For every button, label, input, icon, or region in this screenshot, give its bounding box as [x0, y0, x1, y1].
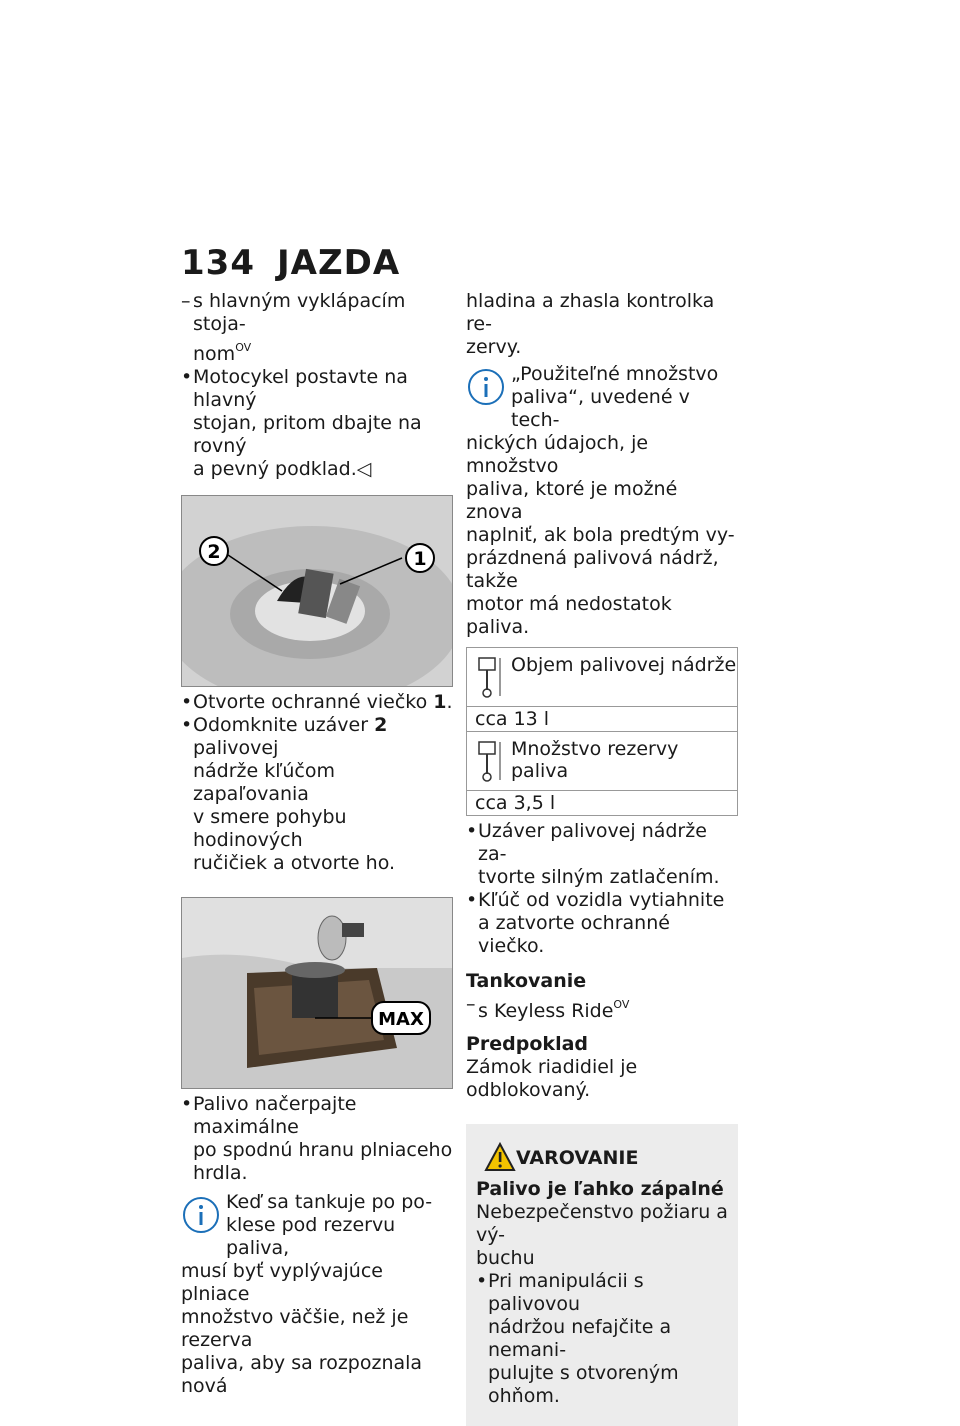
piston-icon	[475, 656, 505, 700]
info-icon	[181, 1195, 221, 1235]
spec-value: cca 3,5 l	[475, 792, 556, 814]
warning-bullet-cont: nádržou nefajčite a nemani-	[488, 1316, 672, 1361]
info-note: Keď sa tankuje po po- klese pod rezervu paliva, musí byť vyplývajúce plniace množstvo väčšie, než je rezerva paliva, aby sa rozpoznala nová	[181, 1191, 433, 1397]
prerequisite-text: Zámok riadidiel je odblokovaný.	[466, 1056, 638, 1101]
warning-bullet: • Pri manipulácii s palivovou	[476, 1270, 644, 1315]
option-line: – s Keyless Ride$^{OV}$	[466, 993, 630, 1022]
bullet-item: • Otvorte ochranné viečko 1.	[181, 691, 453, 713]
right-column	[466, 290, 738, 1426]
bullet-cont: v smere pohybu hodinových	[193, 806, 347, 851]
spec-table-capacity	[466, 647, 738, 732]
spec-label: Objem palivovej nádrže	[511, 654, 737, 676]
bullet-item: • Uzáver palivovej nádrže za-	[466, 820, 707, 865]
option-line-cont: nom$^{OV}$	[193, 341, 252, 365]
max-label: MAX	[378, 1009, 424, 1030]
warning-text: Nebezpečenstvo požiaru a vý-	[476, 1201, 728, 1246]
bullet-cont: nádrže kľúčom zapaľovania	[193, 760, 336, 805]
callout-1: 1	[413, 548, 427, 570]
section-title: JAZDA	[277, 243, 401, 283]
bullet-item: • Kľúč od vozidla vytiahnite	[466, 889, 725, 911]
bullet-item: • Palivo načerpajte maximálne	[181, 1093, 357, 1138]
spec-value: cca 13 l	[475, 708, 550, 730]
text-line: zervy.	[466, 336, 522, 358]
filler-neck-figure	[181, 897, 453, 1089]
warning-triangle-icon	[484, 1142, 516, 1172]
left-column	[181, 290, 453, 1398]
warning-text: buchu	[476, 1247, 535, 1269]
bullet-item: • Odomknite uzáver 2 palivovej	[181, 714, 388, 759]
piston-icon	[475, 740, 505, 784]
end-marker: ◁	[356, 458, 372, 480]
bullet-cont: po spodnú hranu plniaceho	[193, 1139, 453, 1161]
page-number: 134	[181, 243, 255, 283]
bullet-cont: hrdla.	[193, 1162, 248, 1184]
bullet-cont: tvorte silným zatlačením.	[478, 866, 720, 888]
warning-bullet-cont: pulujte s otvoreným ohňom.	[488, 1362, 679, 1407]
fuel-cap-figure	[181, 495, 453, 687]
bullet-item: • Motocykel postavte na hlavný	[181, 366, 408, 411]
page-header	[181, 243, 400, 283]
callout-2: 2	[207, 541, 221, 563]
warning-box	[466, 1124, 738, 1426]
info-note: „Použiteľné množstvo paliva“, uvedené v tech- nických údajoch, je množstvo paliva, ktoré je možné znova naplniť, ak bola predtým vy- prázdnená palivová nádrž, takže motor má nedostatok paliva.	[466, 363, 735, 638]
bullet-cont: a pevný podklad.◁	[193, 458, 372, 480]
text-line: hladina a zhasla kontrolka re-	[466, 290, 715, 335]
spec-table-reserve	[466, 732, 738, 816]
bullet-cont: stojan, pritom dbajte na rovný	[193, 412, 422, 457]
option-line: – s hlavným vyklápacím stoja-	[181, 290, 406, 335]
bullet-cont: a zatvorte ochranné viečko.	[478, 912, 670, 957]
spec-label: Množstvo rezervy paliva	[511, 738, 679, 782]
bullet-cont: ručičiek a otvorte ho.	[193, 852, 396, 874]
info-icon	[466, 367, 506, 407]
warning-subtitle: Palivo je ľahko zápalné	[476, 1178, 724, 1200]
heading-prerequisite: Predpoklad	[466, 1033, 589, 1055]
warning-title: VAROVANIE	[476, 1138, 728, 1178]
heading-refuel: Tankovanie	[466, 970, 587, 992]
